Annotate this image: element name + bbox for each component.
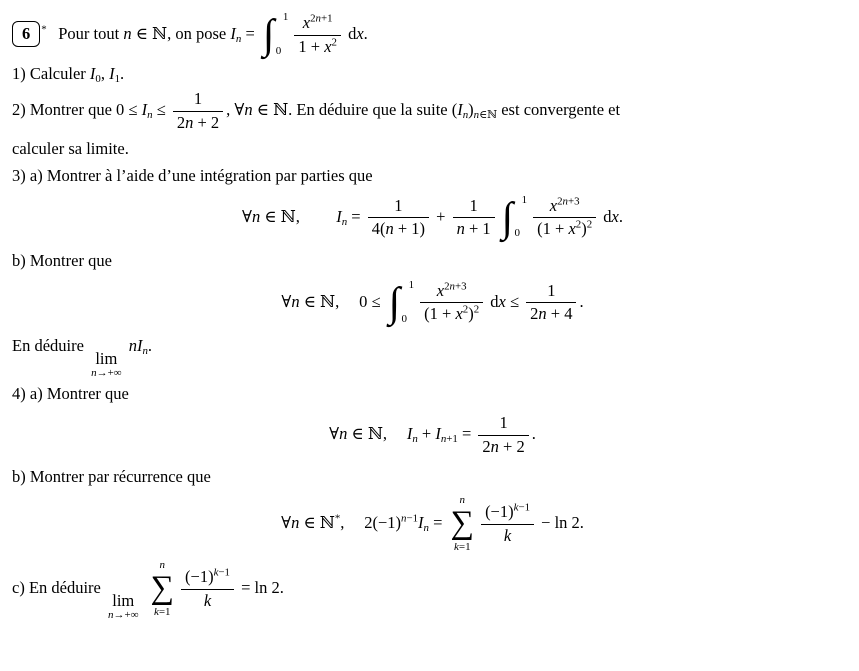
math-text: , ∀ (226, 100, 245, 120)
fraction (526, 280, 576, 326)
math-variable: I (141, 100, 148, 120)
question-4b-line: b) Montrer par récurrence que (12, 467, 211, 487)
integral-lower-limit: 0 (514, 227, 520, 240)
math-variable: n (244, 100, 253, 120)
math-variable: n (185, 112, 194, 132)
numerator (420, 280, 483, 303)
math-text: 4( (371, 219, 386, 239)
math-text: 2 (176, 112, 186, 132)
denominator (173, 111, 223, 135)
math-variable: k (453, 541, 459, 554)
math-text: 2 (575, 218, 582, 231)
math-text: Pour tout (58, 23, 124, 43)
math-text: 2 (473, 303, 480, 316)
math-text: d (599, 206, 612, 226)
question-3b-deduce-line (12, 334, 853, 379)
integral-upper-limit: 1 (521, 193, 528, 206)
numerator (294, 12, 341, 35)
denominator (478, 435, 528, 459)
math-text: d (486, 291, 499, 311)
math-text: +3 (454, 280, 467, 293)
math-variable: k (513, 501, 519, 514)
math-text: ∀ (242, 206, 252, 226)
integral (387, 279, 416, 327)
math-text: 2 (444, 280, 450, 293)
math-text: ∈ℕ (479, 109, 498, 122)
integral (500, 194, 529, 242)
superscript (557, 195, 579, 207)
math-text: (−1) (185, 567, 214, 587)
math-exercise-document (12, 11, 853, 621)
math-variable: x (498, 291, 506, 311)
question-2-line (12, 88, 853, 134)
math-text: 1 (193, 89, 203, 109)
integral-sign: ∫ (262, 12, 275, 58)
math-text: = (241, 23, 259, 43)
math-text: 2 (310, 12, 316, 25)
summation (150, 560, 174, 618)
math-variable: n (159, 559, 165, 572)
integral-sign: ∫ (501, 194, 514, 241)
math-variable: n (341, 215, 348, 228)
math-text: ) (468, 100, 474, 120)
display-equation-3b (12, 279, 853, 327)
math-variable: n (459, 494, 466, 507)
math-text: c) En déduire (12, 578, 105, 598)
superscript (401, 513, 418, 525)
math-text: = (428, 513, 447, 533)
math-text: ∀ (281, 513, 292, 533)
math-text: , (100, 64, 110, 84)
math-text: + 2 (193, 112, 220, 132)
math-text: ∀ (281, 291, 292, 311)
math-text: = (457, 424, 476, 444)
numerator (526, 280, 576, 303)
math-text: * (334, 512, 341, 525)
math-text: 2(−1) (364, 513, 402, 533)
math-text: + 4 (546, 304, 573, 324)
question-2-continuation-line: calculer sa limite. (12, 139, 129, 159)
numerator (533, 195, 596, 218)
math-variable: n (562, 195, 568, 208)
math-text: + 1) (393, 219, 425, 239)
math-variable: I (109, 64, 115, 84)
math-variable: n (385, 219, 394, 239)
math-variable: I (336, 206, 342, 226)
integral-lower-limit: 0 (401, 312, 407, 325)
numerator (173, 88, 223, 111)
fraction (173, 88, 223, 134)
denominator (420, 302, 483, 326)
math-text: + (432, 206, 450, 226)
math-variable: n (128, 335, 137, 355)
math-text: 1 (499, 413, 508, 433)
denominator (368, 217, 429, 241)
math-text: 1 (469, 195, 478, 215)
limit (91, 350, 122, 379)
question-4c-line (12, 560, 853, 621)
math-variable: I (406, 424, 413, 444)
question-3b-line: b) Montrer que (12, 250, 112, 270)
math-text: +1 (320, 12, 333, 25)
math-variable: n (449, 280, 455, 293)
math-variable: x (436, 280, 445, 300)
question-4a-line: 4) a) Montrer que (12, 384, 129, 404)
math-text: =1 (158, 606, 171, 619)
math-variable: I (136, 335, 143, 355)
math-text: 1 + (298, 36, 325, 56)
fraction (453, 195, 495, 241)
math-text: ∈ ℕ (299, 513, 335, 533)
math-text: −1 (406, 512, 419, 525)
math-variable: I (89, 64, 96, 84)
math-text: ∈ ℕ, on pose (131, 23, 231, 43)
math-variable: k (503, 525, 512, 545)
math-variable: I (418, 513, 424, 533)
math-variable: x (568, 219, 576, 239)
limit (108, 592, 139, 621)
math-text: = ln 2. (236, 578, 284, 598)
math-text: ≤ (505, 291, 524, 311)
math-variable: x (455, 304, 463, 324)
math-text: ∈ ℕ, (347, 424, 388, 444)
math-text: +1 (446, 433, 458, 446)
math-variable: n (339, 424, 348, 444)
math-variable: x (549, 195, 558, 215)
math-text: est convergente et (497, 100, 621, 120)
math-variable: I (230, 23, 236, 43)
math-variable: n (490, 436, 499, 456)
math-text: (1 + (537, 219, 569, 239)
math-variable: n (456, 219, 465, 239)
math-text: 1 (114, 73, 121, 86)
math-text: (1 + (424, 304, 456, 324)
fraction (533, 195, 596, 241)
math-text: . (531, 424, 536, 444)
math-variable: n (123, 23, 132, 43)
math-text: −1 (518, 501, 531, 514)
math-variable: I (457, 100, 463, 120)
numerator (453, 195, 495, 218)
math-text: −1 (218, 566, 230, 579)
denominator (181, 589, 234, 613)
superscript (332, 36, 337, 48)
math-text: 2 (462, 303, 469, 316)
math-variable: n (440, 433, 447, 446)
math-text: , (340, 513, 345, 533)
subscript (441, 433, 458, 445)
math-text: 1) Calculer (12, 64, 90, 84)
math-text: . (618, 206, 623, 226)
math-variable: n (108, 609, 114, 622)
exercise-header-line (12, 11, 853, 59)
math-text: 1 (547, 280, 556, 300)
superscript (214, 567, 230, 579)
math-text: ∈ ℕ, (260, 206, 300, 226)
math-variable: n (412, 433, 418, 446)
fraction (478, 412, 528, 458)
math-variable: n (538, 304, 547, 324)
denominator (533, 217, 596, 241)
superscript (41, 23, 46, 35)
summation-lower-limit (454, 542, 471, 553)
subscript (474, 109, 497, 121)
math-text: 2 (586, 218, 593, 231)
denominator (526, 302, 576, 326)
integral-sign: ∫ (388, 279, 401, 326)
math-variable: n (462, 109, 469, 122)
math-text: . (147, 335, 153, 355)
math-text: + 2 (498, 436, 525, 456)
integral-upper-limit: 1 (408, 278, 415, 291)
question-3a-line: 3) a) Montrer à l’aide d’une intégration par parties que (12, 165, 373, 185)
superscript (514, 502, 530, 514)
math-text: = (347, 206, 365, 226)
math-variable: n (142, 344, 148, 357)
fraction (481, 501, 534, 547)
math-text: d (343, 23, 357, 43)
math-text: +3 (567, 195, 580, 208)
math-text: =1 (458, 541, 471, 554)
math-text: 1 (394, 195, 403, 215)
math-text: . (579, 291, 584, 311)
superscript (310, 12, 332, 24)
question-1-line (12, 62, 853, 85)
math-text: 0 (95, 73, 101, 86)
math-variable: n (291, 513, 300, 533)
numerator (478, 412, 528, 435)
math-variable: n (423, 522, 429, 535)
math-text: ∈ ℕ. En déduire que la suite ( (252, 100, 458, 120)
fraction (368, 195, 429, 241)
math-text: →+∞ (96, 367, 122, 380)
math-text: ≤ (152, 100, 170, 120)
math-variable: x (302, 12, 311, 32)
math-text: ) (468, 304, 474, 324)
math-text: − ln 2. (537, 513, 584, 533)
integral-upper-limit: 1 (282, 11, 289, 23)
numerator (481, 501, 534, 524)
display-equation-4b (12, 495, 853, 553)
summation (451, 495, 475, 553)
math-variable: n (401, 512, 407, 525)
summation-lower-limit (154, 607, 171, 618)
fraction (181, 566, 234, 612)
math-variable: I (435, 424, 441, 444)
display-equation-3a (12, 194, 853, 242)
math-text: 0 ≤ (359, 291, 385, 311)
limit-subscript (91, 368, 122, 379)
numerator (181, 566, 234, 589)
math-variable: n (291, 291, 300, 311)
math-text: 2 (331, 36, 337, 49)
math-text: 2 (482, 436, 491, 456)
math-text: 2) Montrer que 0 ≤ (12, 100, 142, 120)
math-text: ) (581, 219, 587, 239)
fraction (294, 12, 341, 58)
math-text: →+∞ (113, 609, 139, 622)
math-variable: x (611, 206, 619, 226)
math-variable: x (324, 36, 332, 56)
math-variable: n (251, 206, 261, 226)
limit-subscript (108, 610, 139, 621)
limit-word: lim (95, 348, 118, 368)
math-variable: n (315, 12, 321, 25)
math-text: 2 (557, 195, 563, 208)
math-text: + (417, 424, 436, 444)
math-text: ∀ (329, 424, 340, 444)
math-text: En déduire (12, 335, 89, 355)
summation-sign: ∑ (450, 505, 475, 542)
math-text: 2 (530, 304, 539, 324)
question-number-box: 6 (12, 21, 40, 47)
math-text: . (363, 23, 368, 43)
math-text: + 1 (464, 219, 491, 239)
math-variable: k (203, 590, 212, 610)
numerator (368, 195, 429, 218)
denominator (481, 524, 534, 548)
math-variable: n (473, 109, 480, 122)
fraction (420, 280, 483, 326)
math-variable: k (153, 606, 159, 619)
math-variable: n (235, 32, 242, 45)
integral (261, 11, 290, 59)
display-equation-4a (12, 412, 853, 458)
denominator (453, 217, 495, 241)
math-text: * (41, 23, 47, 36)
math-variable: x (356, 23, 364, 43)
math-text: (−1) (485, 502, 514, 522)
summation-sign: ∑ (150, 570, 175, 607)
math-variable: k (213, 566, 219, 579)
superscript (474, 304, 479, 316)
math-variable: n (147, 109, 153, 122)
limit-word: lim (112, 591, 135, 611)
math-text: . (120, 64, 125, 84)
superscript (587, 219, 592, 231)
math-text: ∈ ℕ, (299, 291, 340, 311)
integral-lower-limit: 0 (275, 44, 282, 57)
denominator (294, 35, 341, 59)
superscript (444, 280, 466, 292)
math-variable: n (91, 367, 97, 380)
